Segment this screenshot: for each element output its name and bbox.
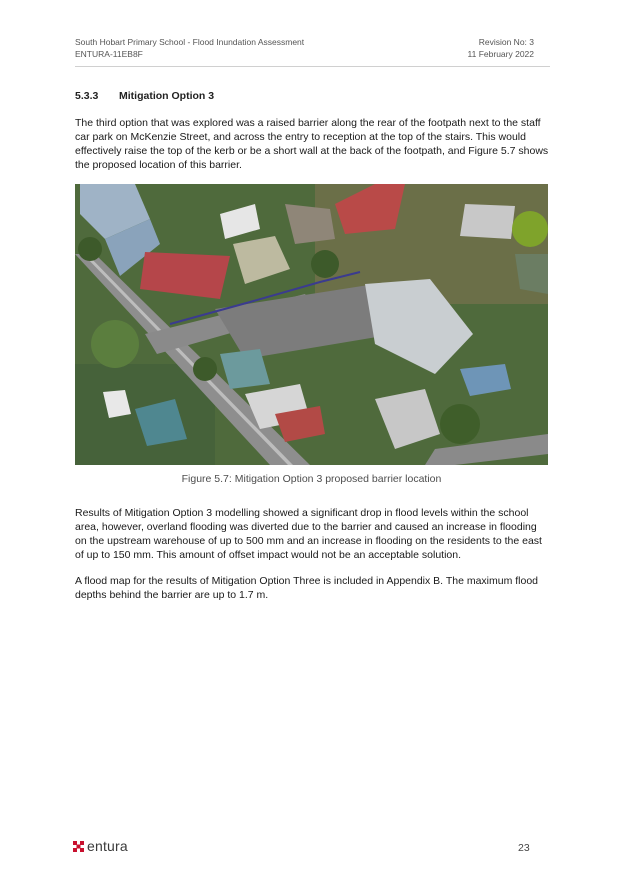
section-heading xyxy=(75,90,214,102)
aerial-tree xyxy=(311,250,339,278)
aerial-photo-figure xyxy=(75,184,548,465)
footer-logo xyxy=(73,838,128,854)
results-paragraph: Results of Mitigation Option 3 modelling showed a significant drop in flood levels within the school area, however, overland flooding was diverted due to the barrier and caused an increase in flooding on the upstream warehouse of up to 500 mm and an increase in flooding on the residents to the east of up to 150 mm. This amount of offset impact would not be an acceptable solution. xyxy=(75,507,542,561)
aerial-building-white-2 xyxy=(460,204,515,239)
document-code: ENTURA-11EB8F xyxy=(75,49,143,59)
revision-number: Revision No: 3 xyxy=(478,37,534,47)
aerial-tree-2 xyxy=(193,357,217,381)
logo-text: entura xyxy=(87,838,128,854)
document-title: South Hobart Primary School - Flood Inundation Assessment xyxy=(75,37,305,47)
document-date: 11 February 2022 xyxy=(467,49,534,59)
header-divider xyxy=(75,66,550,67)
section-number: 5.3.3 xyxy=(75,90,99,102)
aerial-building-green xyxy=(515,254,548,294)
intro-paragraph: The third option that was explored was a raised barrier along the rear of the footpath next to the staff car park on McKenzie Street, and across the entry to reception at the top of the stairs. This would effectively raise the top of the kerb or be a short wall at the back of the footpath, and Figure 5.7 shows the proposed location of this barrier. xyxy=(75,117,549,171)
section-title: Mitigation Option 3 xyxy=(119,90,215,102)
page-number: 23 xyxy=(518,842,530,854)
entura-logo-icon xyxy=(73,841,84,852)
header-left xyxy=(75,36,304,60)
aerial-tree-yellow xyxy=(512,211,548,247)
aerial-tree-large xyxy=(440,404,480,444)
aerial-photo xyxy=(75,184,548,465)
aerial-tree-3 xyxy=(78,237,102,261)
header-right xyxy=(468,36,534,60)
figure-caption: Figure 5.7: Mitigation Option 3 proposed barrier location xyxy=(181,473,442,485)
appendix-paragraph: A flood map for the results of Mitigation Option Three is included in Appendix B. The maximum flood depths behind the barrier are up to 1.7 m. xyxy=(75,575,539,601)
aerial-roundabout xyxy=(91,320,139,368)
